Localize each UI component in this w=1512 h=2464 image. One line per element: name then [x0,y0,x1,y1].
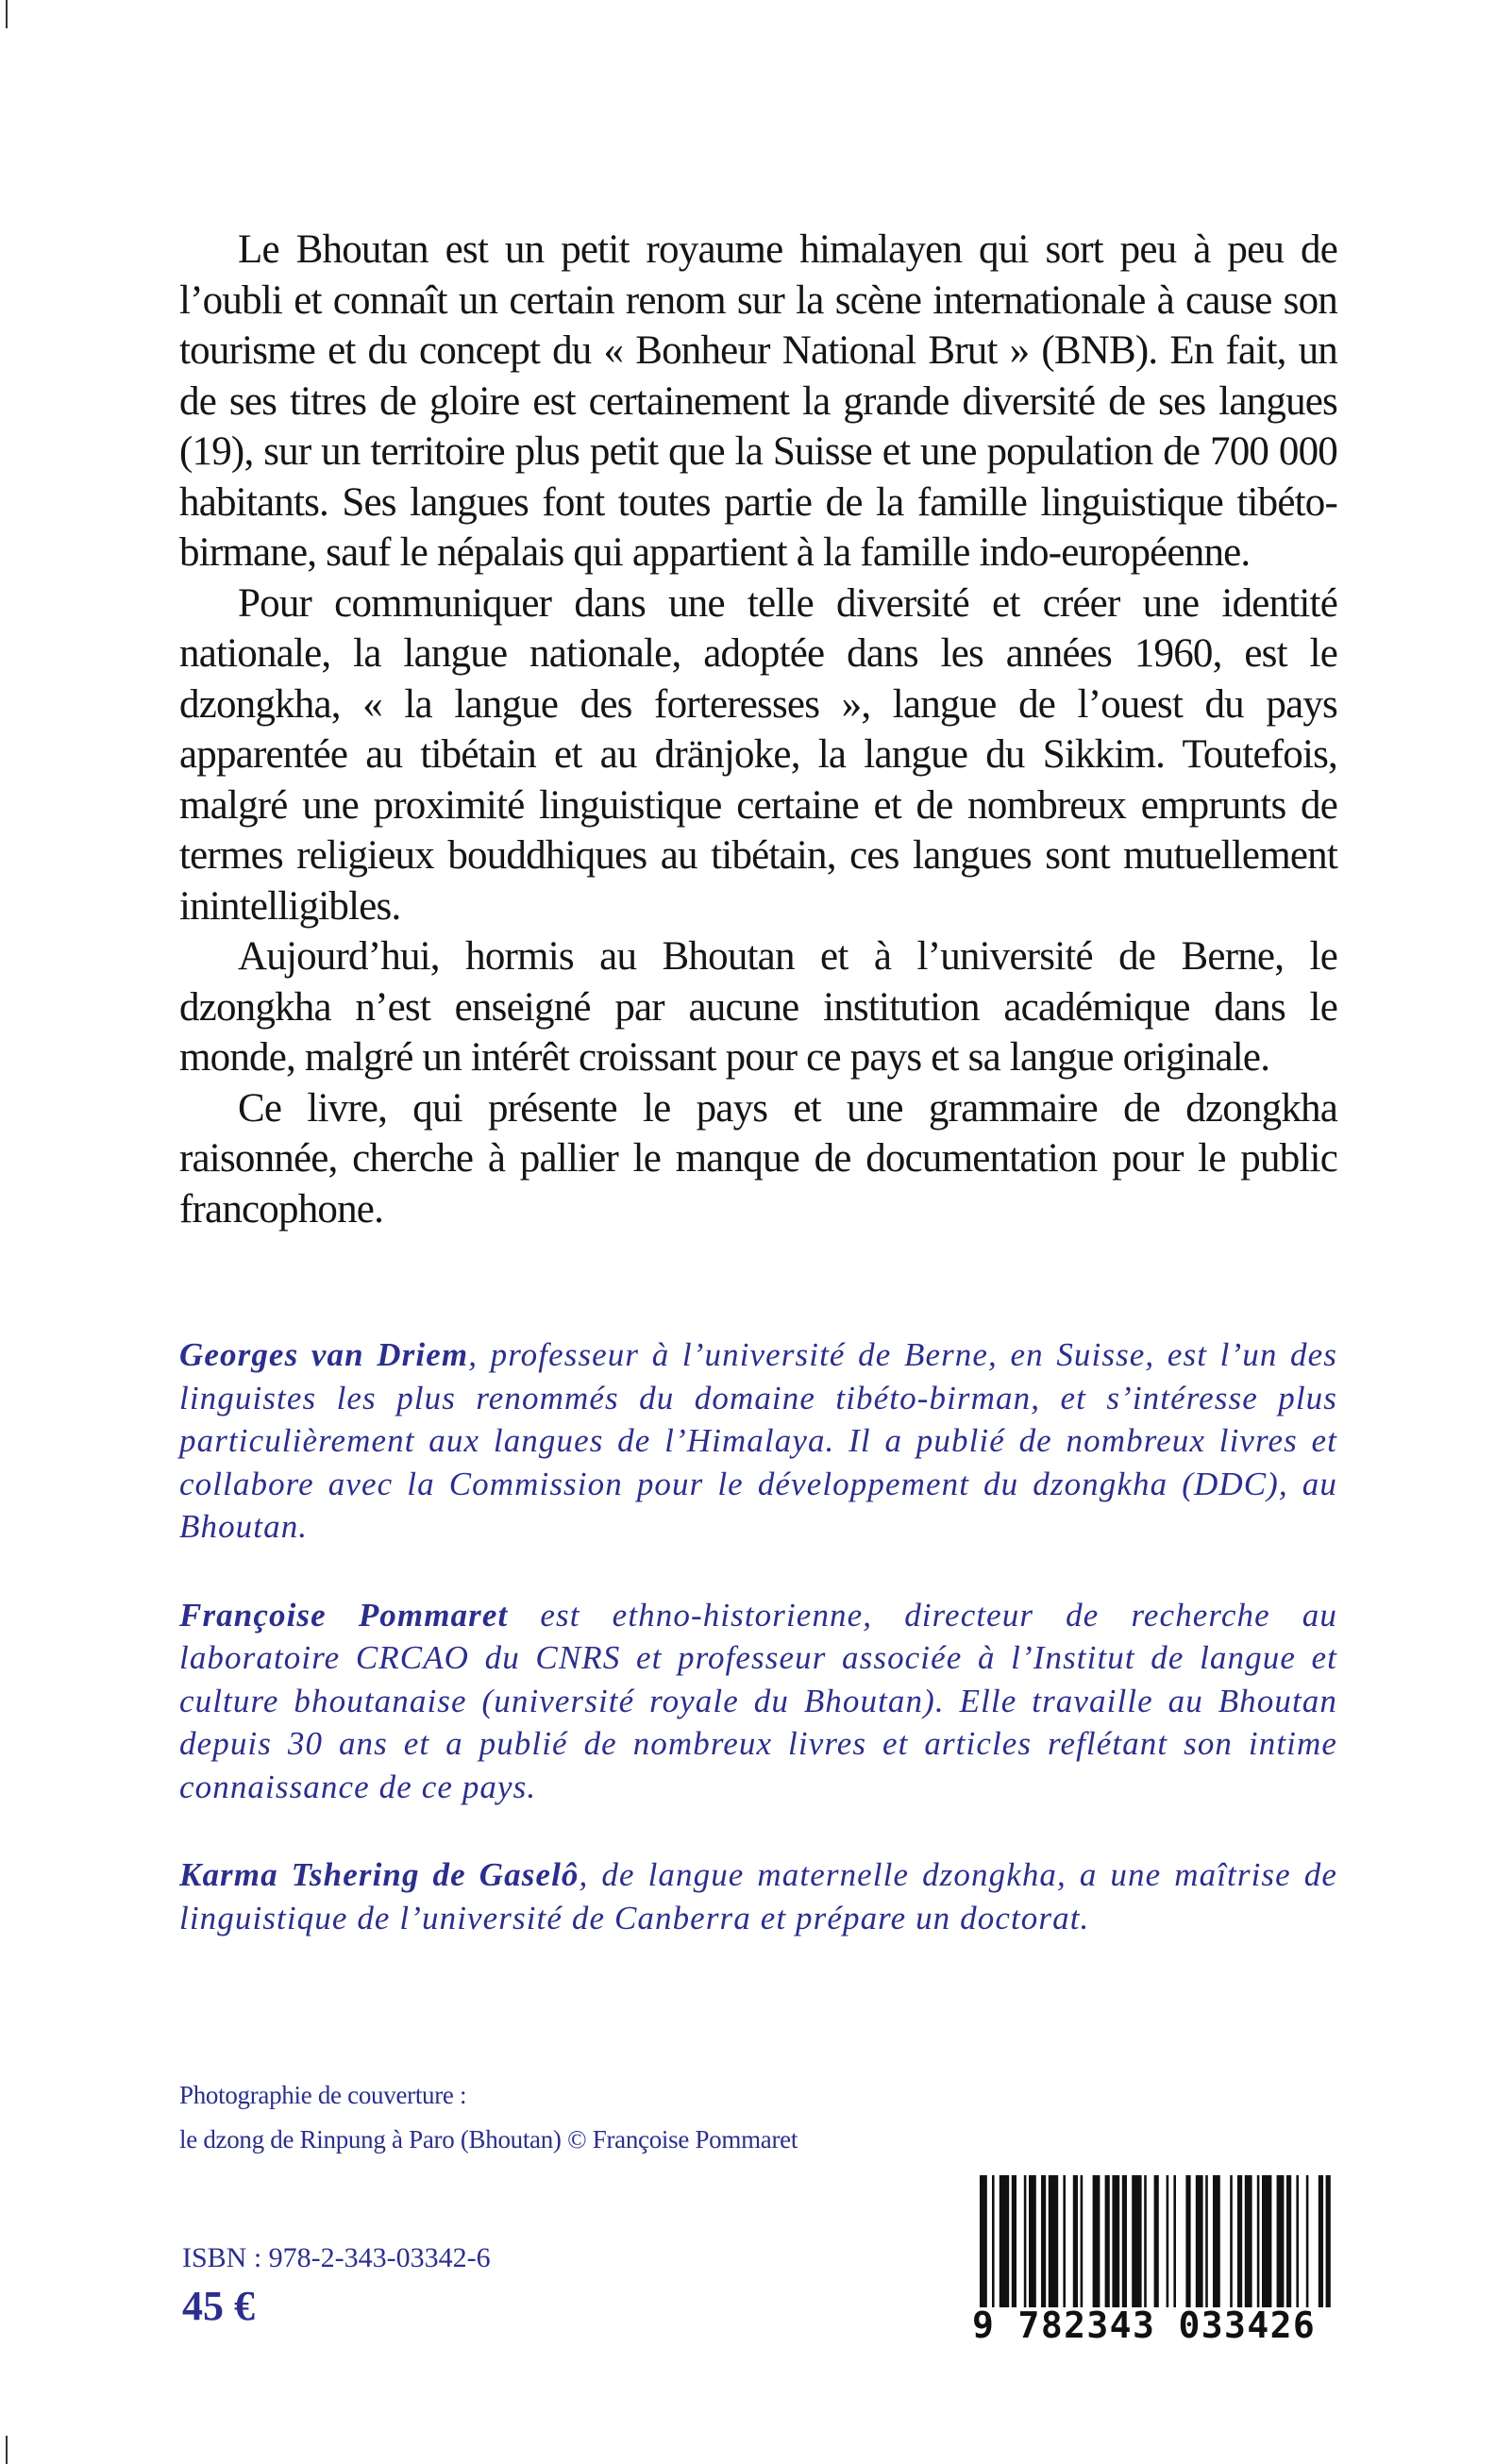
barcode-bar [1326,2175,1331,2307]
author-name: Françoise Pommaret [179,1596,509,1634]
author-name: Karma Tshering de Gaselô [179,1856,580,1893]
author-bio-text: est ethno-historienne, directeur de recherche au laboratoire CRCAO du CNRS et professeur associée à l’Institut de langue et culture bhoutanaise (université royale du Bhoutan). Elle travaille au Bhoutan depuis 30 ans et a publié de nombreux livres et articles reflétant son intime connaissance de ce pays. [179,1596,1337,1805]
barcode-bar [1296,2175,1299,2307]
barcode-bar [1262,2175,1271,2307]
summary-paragraph-3: Aujourd’hui, hormis au Bhoutan et à l’université de Berne, le dzongkha n’est enseigné par aucune institution académique dans le monde, malgré un intérêt croissant pour ce pays et sa langue originale. [179,934,1337,1080]
author-bio [179,1333,1337,1549]
barcode-bar [1230,2175,1233,2307]
barcode-bar [1196,2175,1203,2307]
author-bio [179,1853,1337,1939]
barcode-bar [1144,2175,1147,2307]
barcode-digits: 9 782343 033426 [972,2305,1317,2346]
barcode-bar [1132,2175,1141,2307]
barcode-bar [1093,2175,1100,2307]
isbn-number: ISBN : 978-2-343-03342-6 [182,2242,491,2273]
barcode-bars [972,2175,1340,2307]
crop-mark-bottom-left [6,2436,8,2464]
summary-paragraph-4: Ce livre, qui présente le pays et une grammaire de dzongkha raisonnée, cherche à pallier le manque de documentation pour le public francophone. [179,1085,1337,1232]
barcode-bar [1029,2175,1036,2307]
barcode-bar [1063,2175,1066,2307]
barcode-bar [1257,2175,1260,2307]
barcode-bar [1277,2175,1285,2307]
barcode-bar [1041,2175,1046,2307]
author-bios [179,1333,1337,1985]
author-bio-text: , professeur à l’université de Berne, en Suisse, est l’un des linguistes les plus renommés du domaine tibéto-birman, et s’intéresse plus particulièrement aux langues de l’Himalaya. Il a publié de nombreux livres et collabore avec la Commission pour le développement du dzongkha (DDC), au Bhoutan. [179,1336,1338,1545]
barcode-bar [1024,2175,1027,2307]
photo-credit-label: Photographie de couverture : [179,2081,467,2109]
author-bio-text: , de langue maternelle dzongkha, a une maîtrise de linguistique de l’université de Canberra et prépare un doctorat. [179,1856,1337,1936]
barcode-bar [1306,2175,1309,2307]
barcode-bar [1000,2175,1009,2307]
barcode-bar [1049,2175,1058,2307]
barcode-bar [1154,2175,1159,2307]
summary-paragraph-2: Pour communiquer dans une telle diversité et créer une identité nationale, la langue nationale, adoptée dans les années 1960, est le dzongkha, « la langue des forteresses », langue de l’ouest du pays apparentée au tibétain et au dränjoke, la langue du Sikkim. Toutefois, malgré une proximité linguistique certaine et de nombreux emprunts de termes religieux bouddhiques au tibétain, ces langues sont mutuellement inintelligibles. [179,580,1337,929]
barcode-bar [1112,2175,1119,2307]
barcode-bar [1185,2175,1190,2307]
barcode-bar [1173,2175,1176,2307]
summary-text [179,225,1337,1234]
price: 45 € [182,2283,255,2329]
photo-credit [179,2073,1029,2162]
barcode-bar [1105,2175,1110,2307]
barcode-bar [1319,2175,1323,2307]
barcode-bar [1122,2175,1127,2307]
barcode-bar [992,2175,995,2307]
summary-paragraph-1: Le Bhoutan est un petit royaume himalayen qui sort peu à peu de l’oubli et connaît un certain renom sur la scène internationale à cause son tourisme et du concept du « Bonheur National Brut » (BNB). En fait, un de ses titres de gloire est certainement la grande diversité de ses langues (19), sur un territoire plus petit que la Suisse et une population de 700 000 habitants. Ses langues font toutes partie de la famille linguistique tibéto-birmane, sauf le népalais qui appartient à la famille indo-européenne. [179,227,1337,575]
crop-mark-top-left [6,0,8,28]
barcode-bar [1012,2175,1016,2307]
barcode-bar [1213,2175,1220,2307]
barcode-bar [1073,2175,1078,2307]
barcode-bar [1081,2175,1084,2307]
barcode-bar [1167,2175,1169,2307]
barcode-bar [1237,2175,1242,2307]
photo-credit-text: le dzong de Rinpung à Paro (Bhoutan) © Françoise Pommaret [179,2125,798,2154]
author-bio [179,1594,1337,1809]
barcode-bar [1205,2175,1208,2307]
barcode-bar [1245,2175,1252,2307]
barcode-bar [980,2175,987,2307]
barcode-bar [1286,2175,1291,2307]
author-name: Georges van Driem [179,1336,469,1373]
